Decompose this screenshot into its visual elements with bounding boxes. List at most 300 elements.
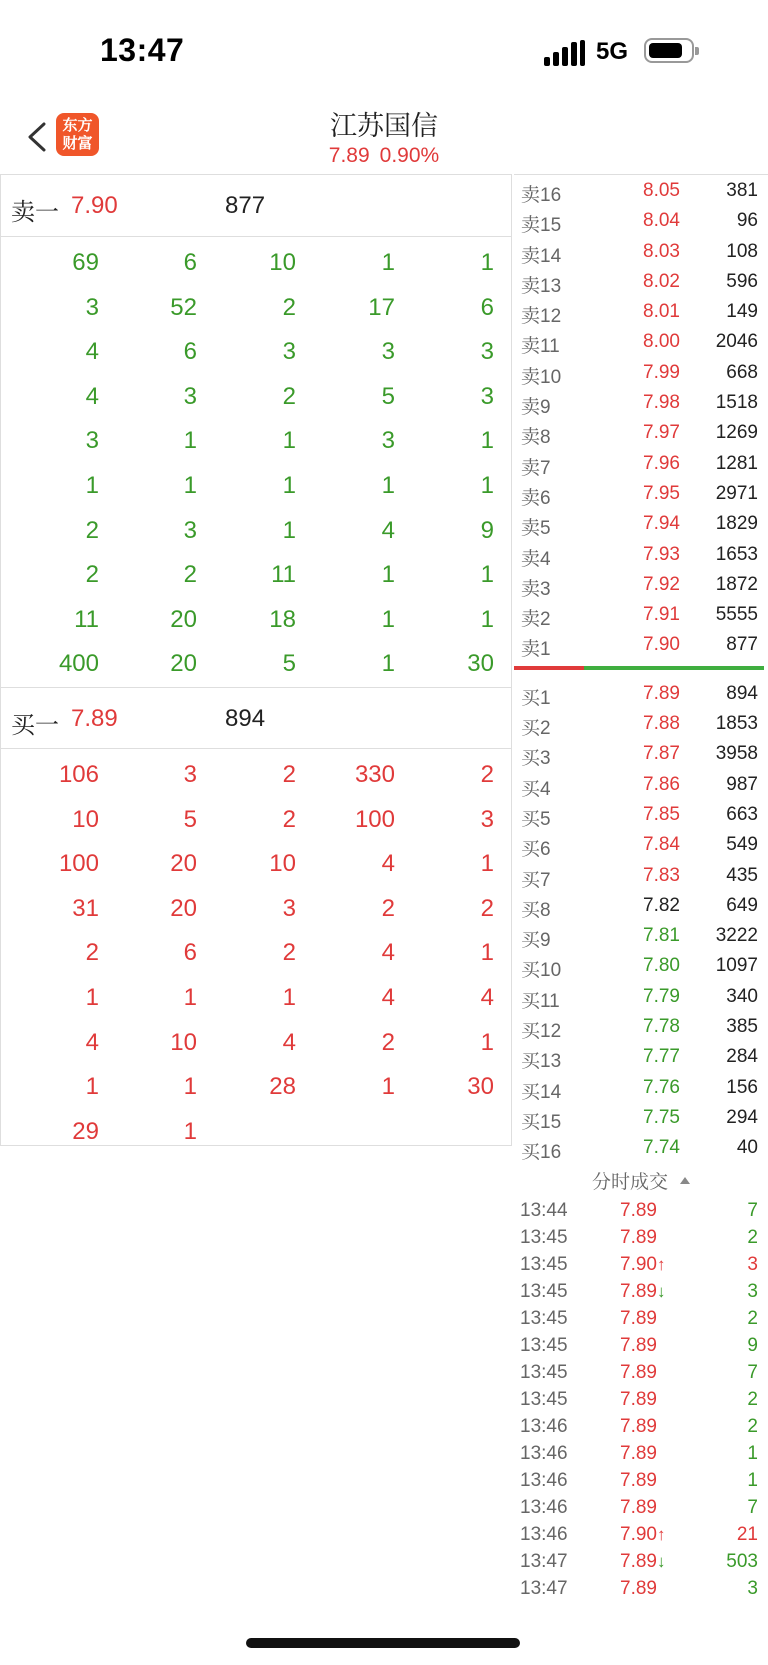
battery-icon [644, 38, 694, 63]
stock-change-pct: 0.90% [379, 144, 440, 167]
ask-level-label: 卖11 [521, 336, 560, 358]
bid-level-row[interactable] [514, 890, 768, 920]
bid-level-label: 买14 [521, 1081, 562, 1103]
trade-price-value: 7.89 [620, 1361, 657, 1383]
queue-order-volume: 2 [480, 760, 494, 788]
ask-level-volume: 96 [736, 210, 758, 232]
bid-level-volume: 894 [726, 682, 758, 704]
queue-order-volume: 3 [381, 427, 395, 455]
queue-order-volume: 2 [85, 516, 99, 544]
trade-volume: 2 [747, 1415, 758, 1437]
bid-level-row[interactable] [514, 1072, 768, 1102]
bid-level-price: 7.84 [643, 834, 680, 856]
ask-level-label: 卖12 [521, 306, 562, 328]
queue-order-volume: 1 [381, 650, 395, 678]
queue-order-volume: 3 [183, 516, 197, 544]
ask-level-price: 8.02 [643, 270, 680, 292]
trade-row [514, 1332, 768, 1359]
ask-level-row[interactable] [514, 205, 768, 235]
buy1-volume: 894 [225, 704, 266, 732]
trade-volume: 7 [747, 1361, 758, 1383]
bid-level-volume: 3222 [715, 925, 758, 947]
ask-level-row[interactable] [514, 569, 768, 599]
bid-level-label: 买11 [521, 990, 560, 1012]
ask-level-volume: 108 [726, 240, 758, 262]
ask-level-row[interactable] [514, 326, 768, 356]
queue-row [1, 798, 511, 843]
queue-row [1, 753, 511, 798]
queue-order-volume: 17 [368, 293, 395, 321]
bid-level-label: 买16 [521, 1142, 562, 1164]
bid-level-price: 7.82 [643, 894, 680, 916]
trade-row [514, 1386, 768, 1413]
ask-level-volume: 1281 [715, 452, 758, 474]
stock-quote [0, 144, 768, 168]
queue-order-volume: 29 [72, 1117, 99, 1145]
bid-level-volume: 284 [726, 1046, 758, 1068]
trade-time: 13:45 [520, 1334, 568, 1356]
ask-level-label: 卖7 [521, 457, 551, 479]
stock-price: 7.89 [328, 144, 370, 167]
bid-level-price: 7.78 [643, 1016, 680, 1038]
trade-volume: 1 [747, 1442, 758, 1464]
trade-price [620, 1362, 657, 1384]
bid-level-row[interactable] [514, 769, 768, 799]
queue-row [1, 509, 511, 554]
arrow-down-icon: ↓ [656, 1551, 666, 1571]
ask-level-row[interactable] [514, 387, 768, 417]
bid-level-volume: 1097 [715, 955, 758, 977]
queue-order-volume: 11 [74, 605, 99, 633]
trade-price [620, 1200, 657, 1222]
bid-level-volume: 385 [726, 1016, 758, 1038]
trade-volume: 2 [747, 1226, 758, 1248]
queue-order-volume: 9 [480, 516, 494, 544]
bid-level-label: 买2 [521, 718, 551, 740]
queue-order-volume: 6 [480, 293, 494, 321]
bid-level-label: 买7 [521, 869, 551, 891]
bid-level-volume: 649 [726, 894, 758, 916]
queue-order-volume: 10 [72, 805, 99, 833]
trade-price-value: 7.89 [620, 1226, 657, 1248]
trade-row [514, 1278, 768, 1305]
signal-icon [544, 40, 586, 66]
ask-level-label: 卖2 [521, 609, 551, 631]
ask-level-label: 卖10 [521, 366, 562, 388]
queue-order-volume: 2 [282, 382, 296, 410]
ask-level-price: 7.93 [643, 543, 680, 565]
trade-time: 13:46 [520, 1469, 568, 1491]
trade-row [514, 1494, 768, 1521]
queue-order-volume: 3 [282, 894, 296, 922]
bid-level-row[interactable] [514, 738, 768, 768]
trade-price [620, 1416, 657, 1438]
bid-level-label: 买15 [521, 1111, 562, 1133]
bid-level-price: 7.77 [643, 1046, 680, 1068]
trade-price-value: 7.89 [620, 1469, 657, 1491]
queue-order-volume: 1 [282, 983, 296, 1011]
queue-order-volume: 1 [85, 1073, 99, 1101]
queue-order-volume: 6 [183, 249, 197, 276]
network-type: 5G [596, 38, 629, 65]
queue-order-volume: 20 [170, 605, 197, 633]
bid-level-volume: 3958 [715, 743, 758, 765]
bid-level-row[interactable] [514, 708, 768, 738]
queue-order-volume: 4 [282, 1028, 296, 1056]
queue-order-volume: 1 [381, 1073, 395, 1101]
queue-row [1, 842, 511, 887]
ask-level-row[interactable] [514, 508, 768, 538]
ask-level-row[interactable] [514, 357, 768, 387]
queue-row [1, 1110, 511, 1155]
bid-level-price: 7.76 [643, 1076, 680, 1098]
bid-level-row[interactable] [514, 799, 768, 829]
trade-volume: 3 [747, 1577, 758, 1599]
queue-order-volume: 2 [381, 894, 395, 922]
trade-time: 13:46 [520, 1415, 568, 1437]
queue-order-volume: 2 [282, 939, 296, 967]
ask-level-price: 7.95 [643, 482, 680, 504]
queue-order-volume: 11 [271, 561, 296, 589]
queue-row [1, 1021, 511, 1066]
trade-volume: 7 [747, 1199, 758, 1221]
queue-order-volume: 4 [85, 382, 99, 410]
trade-volume: 7 [747, 1496, 758, 1518]
bid-level-row[interactable] [514, 1102, 768, 1132]
ask-level-label: 卖6 [521, 487, 551, 509]
queue-order-volume: 3 [480, 382, 494, 410]
queue-order-volume: 2 [282, 805, 296, 833]
trade-row [514, 1548, 768, 1575]
queue-order-volume: 100 [354, 805, 395, 833]
queue-order-volume: 6 [183, 338, 197, 366]
ask-level-row[interactable] [514, 417, 768, 447]
trade-row [514, 1575, 768, 1602]
queue-order-volume: 52 [170, 293, 197, 321]
ask-level-row[interactable] [514, 296, 768, 326]
trade-price [620, 1389, 657, 1411]
trade-time: 13:46 [520, 1496, 568, 1518]
queue-order-volume: 6 [183, 939, 197, 967]
nav-bar [0, 100, 768, 172]
trade-price-value: 7.89 [620, 1550, 657, 1572]
ask-level-volume: 1269 [715, 422, 758, 444]
queue-order-volume: 30 [467, 1073, 494, 1101]
trade-time: 13:44 [520, 1199, 568, 1221]
ask-level-volume: 1653 [715, 543, 758, 565]
ask-level-price: 7.94 [643, 513, 680, 535]
queue-order-volume: 4 [480, 983, 494, 1011]
trade-row [514, 1251, 768, 1278]
bid-level-label: 买1 [521, 687, 551, 709]
queue-order-volume: 2 [85, 939, 99, 967]
queue-order-volume: 20 [170, 850, 197, 878]
trade-price [620, 1578, 657, 1600]
ask-level-label: 卖16 [521, 185, 562, 206]
ask-level-volume: 668 [726, 361, 758, 383]
bid-level-label: 买10 [521, 960, 562, 982]
bid-level-price: 7.79 [643, 985, 680, 1007]
trade-row [514, 1305, 768, 1332]
bid-level-price: 7.81 [643, 925, 680, 947]
queue-order-volume: 1 [480, 850, 494, 878]
queue-order-volume: 4 [381, 516, 395, 544]
bid-level-price: 7.88 [643, 713, 680, 735]
queue-order-volume: 3 [480, 805, 494, 833]
trade-price [620, 1308, 657, 1330]
ask-level-volume: 2971 [715, 482, 758, 504]
queue-order-volume: 1 [183, 983, 197, 1011]
sell1-summary [1, 175, 511, 237]
queue-order-volume: 100 [58, 850, 99, 878]
trade-time: 13:45 [520, 1361, 568, 1383]
ask-level-row[interactable] [514, 175, 768, 205]
queue-order-volume: 1 [480, 471, 494, 499]
ask-level-price: 7.92 [643, 573, 680, 595]
queue-order-volume: 1 [480, 605, 494, 633]
bid-level-price: 7.86 [643, 773, 680, 795]
ask-level-price: 8.04 [643, 210, 680, 232]
trade-time: 13:45 [520, 1307, 568, 1329]
ask-level-label: 卖9 [521, 397, 551, 419]
ask-level-price: 7.98 [643, 392, 680, 414]
queue-order-volume: 2 [282, 760, 296, 788]
queue-order-volume: 18 [269, 605, 296, 633]
bid-level-row[interactable] [514, 920, 768, 950]
trade-row [514, 1521, 768, 1548]
queue-order-volume: 1 [183, 427, 197, 455]
sell1-price: 7.90 [71, 192, 118, 219]
bid-level-row[interactable] [514, 981, 768, 1011]
queue-order-volume: 5 [183, 805, 197, 833]
bid-level-row[interactable] [514, 860, 768, 890]
ask-level-price: 8.03 [643, 240, 680, 262]
queue-order-volume: 400 [58, 650, 99, 678]
bid-level-label: 买4 [521, 778, 551, 800]
queue-row [1, 419, 511, 464]
trade-price-value: 7.89 [620, 1442, 657, 1464]
queue-row [1, 598, 511, 643]
queue-order-volume: 5 [381, 382, 395, 410]
trade-time: 13:45 [520, 1226, 568, 1248]
ask-level-label: 卖3 [521, 578, 551, 600]
trades-header[interactable] [514, 1167, 768, 1197]
queue-order-volume: 1 [381, 471, 395, 499]
queue-row [1, 330, 511, 375]
ask-level-label: 卖14 [521, 245, 562, 267]
arrow-up-icon: ↑ [656, 1254, 666, 1274]
ask-level-label: 卖15 [521, 215, 562, 237]
sell-queue-grid [1, 237, 511, 687]
queue-order-volume: 1 [480, 1028, 494, 1056]
queue-order-volume: 10 [170, 1028, 197, 1056]
queue-order-volume: 1 [282, 427, 296, 455]
ask-level-label: 卖4 [521, 548, 551, 570]
stock-name: 江苏国信 [330, 111, 438, 141]
ask-level-price: 8.00 [643, 331, 680, 353]
ask-level-volume: 381 [726, 180, 758, 201]
queue-order-volume: 1 [381, 561, 395, 589]
bid-level-row[interactable] [514, 950, 768, 980]
trade-row [514, 1440, 768, 1467]
trade-row [514, 1467, 768, 1494]
queue-order-volume: 3 [381, 338, 395, 366]
trade-time: 13:45 [520, 1280, 568, 1302]
trade-row [514, 1413, 768, 1440]
bid-level-volume: 435 [726, 864, 758, 886]
sell1-label: 卖一 [11, 199, 59, 226]
ask-level-label: 卖5 [521, 518, 551, 540]
caret-up-icon [680, 1177, 690, 1184]
queue-order-volume: 1 [480, 249, 494, 276]
trade-time: 13:47 [520, 1550, 568, 1572]
queue-order-volume: 2 [282, 293, 296, 321]
bid-level-volume: 156 [726, 1076, 758, 1098]
ask-level-row[interactable] [514, 266, 768, 296]
queue-order-volume: 2 [480, 894, 494, 922]
ask-level-volume: 149 [726, 301, 758, 323]
ask-level-row[interactable] [514, 539, 768, 569]
ask-level-price: 7.91 [643, 604, 680, 626]
bid-level-price: 7.74 [643, 1137, 680, 1159]
queue-order-volume: 1 [381, 605, 395, 633]
ask-level-row[interactable] [514, 236, 768, 266]
ask-level-price: 7.97 [643, 422, 680, 444]
queue-row [1, 976, 511, 1021]
queue-row [1, 375, 511, 420]
trade-volume: 3 [747, 1253, 758, 1275]
bid-level-volume: 1853 [715, 713, 758, 735]
ask-level-row[interactable] [514, 599, 768, 629]
queue-order-volume: 4 [85, 1028, 99, 1056]
bid-level-volume: 40 [736, 1137, 758, 1159]
trade-price [620, 1335, 657, 1357]
ask-level-volume: 5555 [715, 604, 758, 626]
trade-price [620, 1524, 665, 1546]
bid-level-price: 7.83 [643, 864, 680, 886]
trade-price [620, 1551, 665, 1573]
trade-volume: 21 [736, 1523, 758, 1545]
trade-price-value: 7.89 [620, 1415, 657, 1437]
bid-ask-ratio-bar [514, 664, 768, 672]
bid-level-label: 买5 [521, 808, 551, 830]
queue-order-volume: 1 [381, 249, 395, 276]
queue-order-volume: 2 [85, 561, 99, 589]
bid-level-row[interactable] [514, 678, 768, 708]
app-logo: 东方 财富 [56, 113, 99, 156]
queue-order-volume: 20 [170, 894, 197, 922]
bid-level-label: 买12 [521, 1021, 562, 1043]
queue-order-volume: 4 [85, 338, 99, 366]
bid-level-price: 7.80 [643, 955, 680, 977]
sell1-volume: 877 [225, 192, 266, 219]
queue-order-volume: 69 [72, 249, 99, 276]
trades-list [514, 1197, 768, 1602]
queue-order-volume: 1 [282, 516, 296, 544]
ask-level-price: 7.96 [643, 452, 680, 474]
queue-order-volume: 10 [269, 850, 296, 878]
queue-order-volume: 106 [58, 760, 99, 788]
trades-header-label: 分时成交 [591, 1171, 668, 1193]
trade-volume: 503 [726, 1550, 758, 1572]
trade-price [620, 1443, 657, 1465]
bid-level-label: 买9 [521, 930, 551, 952]
order-queue-panel [0, 174, 512, 1146]
queue-order-volume: 330 [354, 760, 395, 788]
queue-order-volume: 10 [269, 249, 296, 276]
queue-order-volume: 2 [381, 1028, 395, 1056]
queue-row [1, 1065, 511, 1110]
bid-level-volume: 340 [726, 985, 758, 1007]
trade-price-value: 7.89 [620, 1496, 657, 1518]
queue-order-volume: 3 [183, 760, 197, 788]
trade-price [620, 1281, 665, 1303]
ask-level-row[interactable] [514, 448, 768, 478]
queue-row [1, 241, 511, 286]
trade-time: 13:46 [520, 1523, 568, 1545]
trade-time: 13:45 [520, 1388, 568, 1410]
bid-level-price: 7.89 [643, 682, 680, 704]
trade-volume: 9 [747, 1334, 758, 1356]
bid-level-volume: 663 [726, 803, 758, 825]
order-book-panel [514, 174, 768, 1665]
buy1-summary [1, 687, 511, 749]
ask-level-price: 7.90 [643, 634, 680, 656]
queue-order-volume: 4 [381, 850, 395, 878]
bid-level-price: 7.85 [643, 803, 680, 825]
queue-order-volume: 1 [85, 983, 99, 1011]
bid-level-row[interactable] [514, 1011, 768, 1041]
ask-level-volume: 596 [726, 270, 758, 292]
trade-price-value: 7.89 [620, 1307, 657, 1329]
trade-price-value: 7.89 [620, 1280, 657, 1302]
bid-level-volume: 987 [726, 773, 758, 795]
bid-level-label: 买13 [521, 1051, 562, 1073]
trade-price-value: 7.89 [620, 1577, 657, 1599]
queue-order-volume: 31 [72, 894, 99, 922]
ask-level-volume: 1872 [715, 573, 758, 595]
trade-price [620, 1254, 665, 1276]
trade-price-value: 7.90 [620, 1523, 657, 1545]
queue-row [1, 286, 511, 331]
queue-order-volume: 1 [480, 939, 494, 967]
bid-level-row[interactable] [514, 829, 768, 859]
queue-order-volume: 3 [85, 427, 99, 455]
queue-order-volume: 4 [381, 983, 395, 1011]
trade-volume: 1 [747, 1469, 758, 1491]
ask-level-row[interactable] [514, 478, 768, 508]
bid-level-volume: 549 [726, 834, 758, 856]
status-time: 13:47 [100, 32, 185, 68]
bid-level-row[interactable] [514, 1041, 768, 1071]
ask-levels [514, 175, 768, 660]
bid-level-label: 买6 [521, 839, 551, 861]
ask-level-row[interactable] [514, 629, 768, 659]
queue-order-volume: 20 [170, 650, 197, 678]
queue-order-volume: 28 [269, 1073, 296, 1101]
queue-order-volume: 3 [183, 382, 197, 410]
home-indicator[interactable] [246, 1638, 520, 1648]
queue-order-volume: 30 [467, 650, 494, 678]
bid-level-row[interactable] [514, 1132, 768, 1162]
queue-row [1, 553, 511, 598]
trade-row [514, 1197, 768, 1224]
queue-order-volume: 1 [183, 1117, 197, 1145]
queue-row [1, 887, 511, 932]
ask-level-volume: 1829 [715, 513, 758, 535]
queue-order-volume: 5 [282, 650, 296, 678]
bid-levels [514, 678, 768, 1163]
